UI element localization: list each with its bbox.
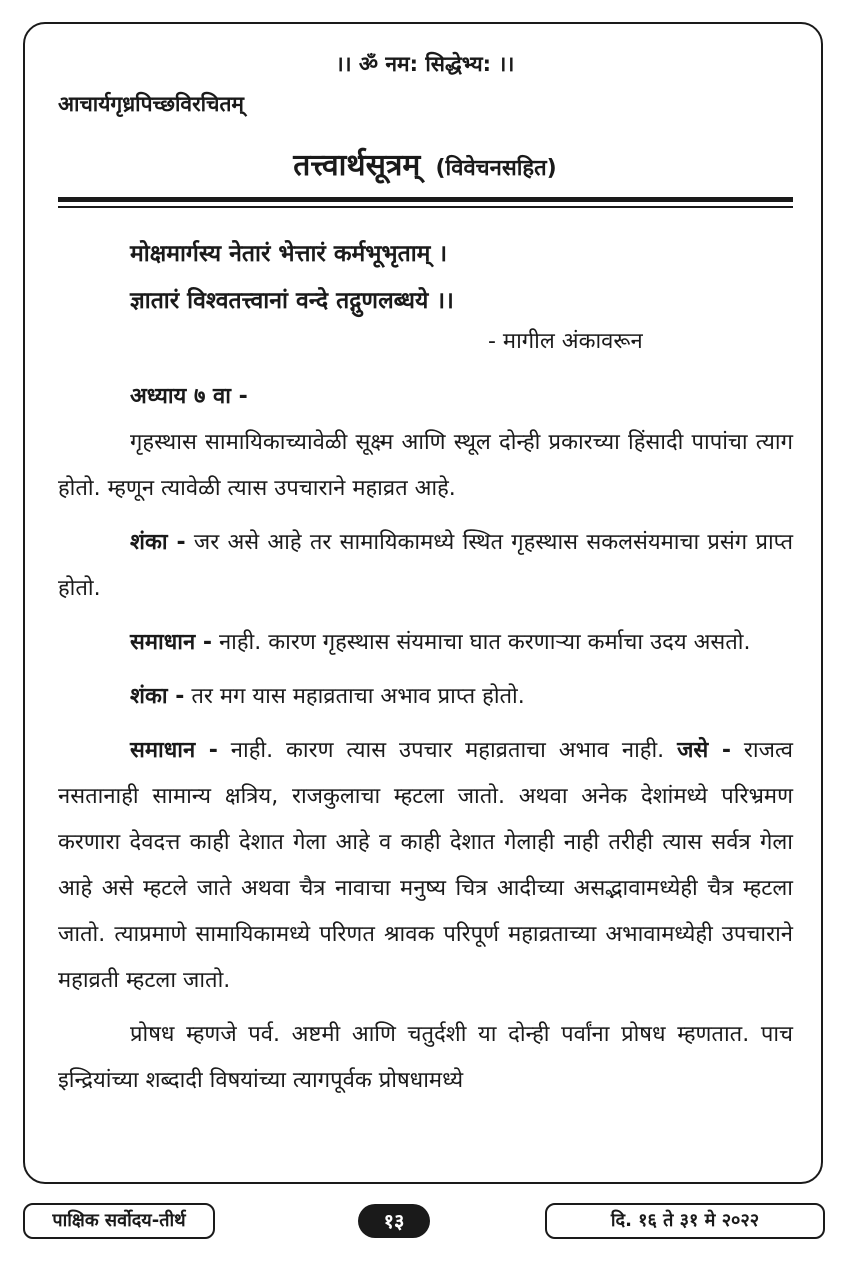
paragraph-label: समाधान -	[130, 630, 212, 655]
invocation: ।। ॐ नम: सिद्धेभ्य: ।।	[335, 52, 515, 76]
page-title: तत्त्वार्थसूत्रम्	[293, 148, 421, 183]
paragraph-text: गृहस्थास सामायिकाच्यावेळी सूक्ष्म आणि स्थूल दोन्ही प्रकारच्या हिंसादी पापांचा त्याग होतो. म्हणून त्यावेळी त्यास उपचाराने महाव्रत आहे.	[58, 430, 793, 501]
issue-date: दि. १६ ते ३१ मे २०२२	[545, 1203, 825, 1239]
paragraph-label: शंका -	[130, 684, 185, 709]
chapter-heading: अध्याय ७ वा -	[130, 384, 248, 409]
divider-thick	[58, 197, 793, 202]
verse-line-2: ज्ञातारं विश्वतत्त्वानां वन्दे तद्गुणलब्धये ।।	[130, 288, 454, 314]
paragraph	[58, 1012, 793, 1104]
divider-thin	[58, 206, 793, 208]
body-text	[58, 420, 793, 1104]
paragraph-text: नाही. कारण त्यास उपचार महाव्रताचा अभाव नाही.	[217, 738, 665, 763]
paragraph	[58, 620, 793, 666]
paragraph-text: तर मग यास महाव्रताचा अभाव प्राप्त होतो.	[184, 684, 525, 709]
paragraph-text: राजत्व नसतानाही सामान्य क्षत्रिय, राजकुलाचा म्हटला जातो. अथवा अनेक देशांमध्ये परिभ्रमण करणारा देवदत्त काही देशात गेला आहे व काही देशात गेलाही नाही तरीही त्यास सर्वत्र गेला आहे असे म्हटले जाते अथवा चैत्र नावाचा मनुष्य चित्र आदीच्या असद्भावामध्येही चैत्र म्हटला जातो. त्याप्रमाणे सामायिकामध्ये परिणत श्रावक परिपूर्ण महाव्रताच्या अभावामध्येही उपचाराने महाव्रती म्हटला जातो.	[58, 738, 793, 993]
paragraph	[58, 674, 793, 720]
paragraph-text: जर असे आहे तर सामायिकामध्ये स्थित गृहस्थास सकलसंयमाचा प्रसंग प्राप्त होतो.	[58, 530, 793, 601]
paragraph-label: शंका -	[130, 530, 186, 555]
continuation-note: - मागील अंकावरून	[488, 329, 643, 354]
paragraph	[58, 728, 793, 1004]
verse-line-1: मोक्षमार्गस्य नेतारं भेत्तारं कर्मभूभृताम् ।	[130, 241, 448, 267]
page-subtitle: (विवेचनसहित)	[435, 156, 557, 181]
paragraph-text: नाही. कारण गृहस्थास संयमाचा घात करणाऱ्या कर्माचा उदय असतो.	[211, 630, 751, 655]
paragraph	[58, 520, 793, 612]
paragraph-label: समाधान -	[130, 738, 218, 763]
paragraph-text: प्रोषध म्हणजे पर्व. अष्टमी आणि चतुर्दशी या दोन्ही पर्वांना प्रोषध म्हणतात. पाच इन्द्रियांच्या शब्दादी विषयांच्या त्यागपूर्वक प्रोषधामध्ये	[58, 1022, 793, 1093]
page-number: १३	[358, 1204, 430, 1238]
paragraph-label: जसे -	[677, 738, 731, 763]
publication-name: पाक्षिक सर्वोदय-तीर्थ	[23, 1203, 215, 1239]
paragraph	[58, 420, 793, 512]
title-row	[0, 143, 850, 184]
author-line: आचार्यगृध्रपिच्छविरचितम्	[58, 92, 244, 116]
